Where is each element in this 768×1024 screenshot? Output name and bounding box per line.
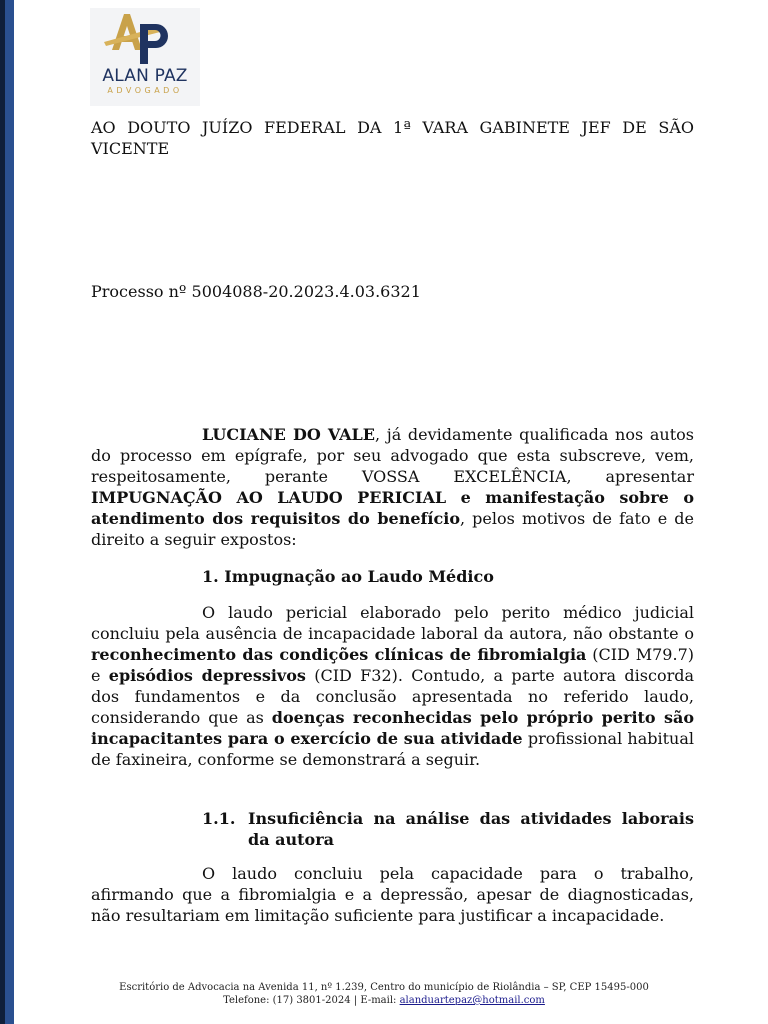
logo-ap-monogram-icon — [90, 8, 200, 68]
footer-phone: Telefone: (17) 3801-2024 | E-mail: — [223, 995, 400, 1006]
s1-text-2: (CID M79.7) e — [91, 645, 694, 685]
section-1-1-title: Insuficiência na análise das atividades laborais da autora — [248, 809, 694, 849]
left-decorative-bar — [0, 0, 14, 1024]
process-number: Processo nº 5004088-20.2023.4.03.6321 — [91, 282, 421, 301]
footer-email-link[interactable]: alanduartepaz@hotmail.com — [399, 995, 545, 1006]
page-footer — [0, 981, 768, 1007]
law-firm-logo — [90, 8, 200, 106]
logo-name: ALAN PAZ — [102, 66, 188, 86]
s1-text-3: (CID F32). Contudo, a parte autora discorda dos fundamentos e da conclusão apresentada no referido laudo, considerando que as — [91, 666, 694, 727]
s1-bold-3: doenças reconhecidas pelo próprio perito são incapacitantes para o exercício de sua atividade — [91, 708, 695, 748]
addressee: AO DOUTO JUÍZO FEDERAL DA 1ª VARA GABINETE JEF DE SÃO VICENTE — [91, 118, 694, 158]
section-1-heading: 1. Impugnação ao Laudo Médico — [202, 567, 494, 586]
intro-bold-request: IMPUGNAÇÃO AO LAUDO PERICIAL e manifestação sobre o atendimento dos requisitos do benefício — [91, 488, 694, 528]
intro-paragraph — [91, 424, 694, 550]
footer-contact — [0, 994, 768, 1007]
footer-address: Escritório de Advocacia na Avenida 11, nº 1.239, Centro do município de Riolândia – SP, CEP 15495-000 — [119, 982, 649, 993]
section-1-1-paragraph: O laudo concluiu pela capacidade para o trabalho, afirmando que a fibromialgia e a depressão, apesar de diagnosticadas, não resultariam em limitação suficiente para justificar a incapacidade. — [91, 864, 694, 925]
s1-text-1: O laudo pericial elaborado pelo perito médico judicial concluiu pela ausência de incapacidade laboral da autora, não obstante o — [91, 603, 694, 643]
intro-text-2: , pelos motivos de fato e de direito a seguir expostos: — [91, 509, 694, 549]
intro-text-1: , já devidamente qualificada nos autos do processo em epígrafe, por seu advogado que esta subscreve, vem, respeitosamente, perante VOSSA EXCELÊNCIA, apresentar — [91, 425, 695, 486]
section-1-paragraph — [91, 602, 694, 770]
section-1-1-heading — [202, 808, 694, 850]
logo-subtitle: ADVOGADO — [107, 86, 183, 95]
s1-text-4: profissional habitual de faxineira, conforme se demonstrará a seguir. — [91, 729, 695, 769]
party-name: LUCIANE DO VALE — [202, 425, 375, 444]
section-1-1-number: 1.1. — [202, 809, 236, 828]
s1-bold-2: episódios depressivos — [108, 666, 306, 685]
s1-bold-1: reconhecimento das condições clínicas de fibromialgia — [91, 645, 587, 664]
